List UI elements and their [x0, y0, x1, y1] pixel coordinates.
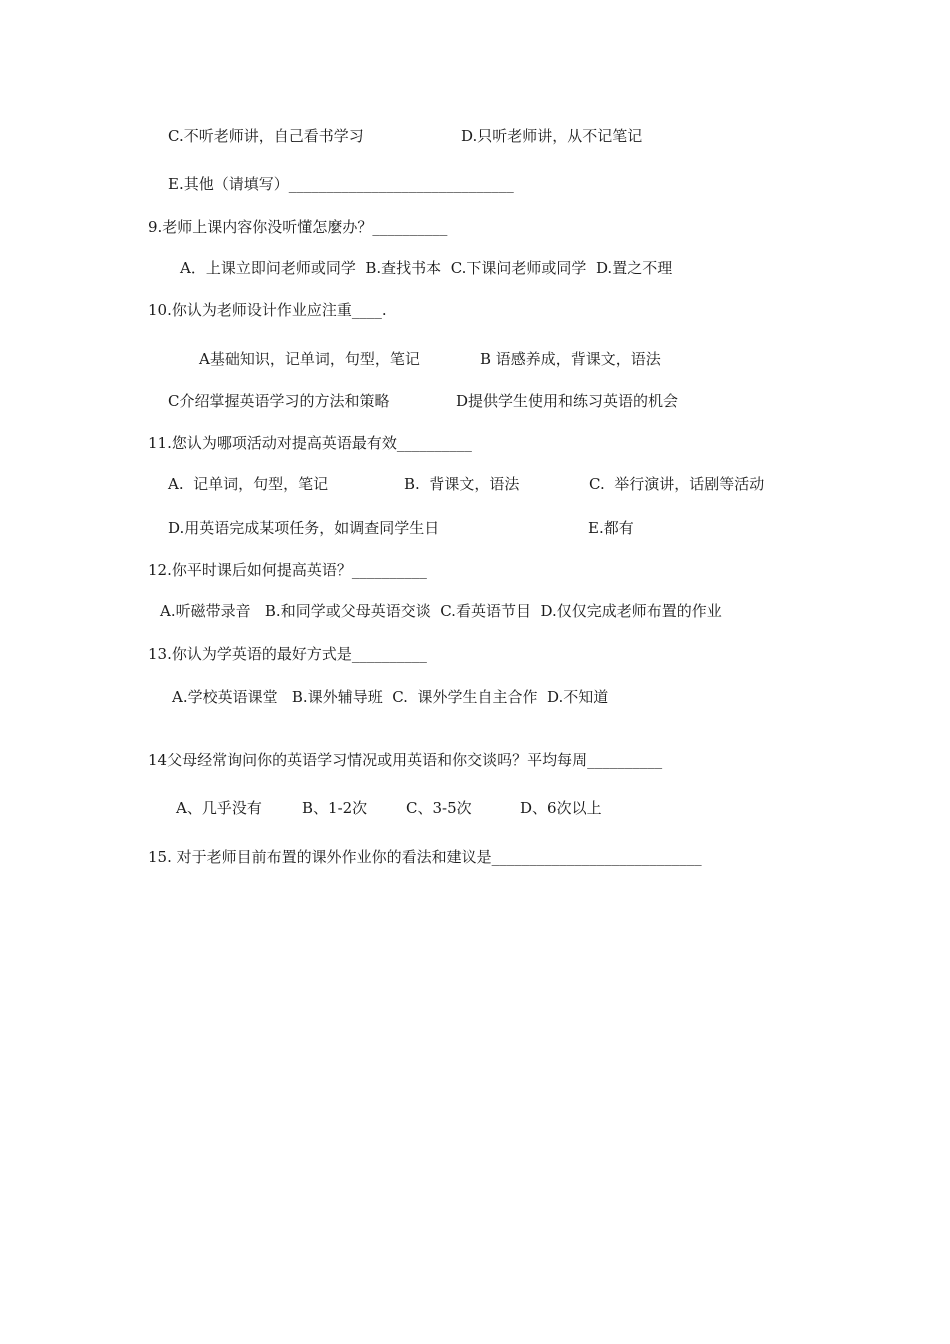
q11-option-a: A. 记单词，句型，笔记: [168, 475, 329, 493]
q11-option-c: C. 举行演讲，话剧等活动: [589, 475, 765, 493]
q9-question: 9.老师上课内容你没听懂怎麼办？__________: [148, 218, 448, 236]
q10-question: 10.你认为老师设计作业应注重____.: [148, 301, 387, 319]
q13-question: 13.你认为学英语的最好方式是__________: [148, 645, 427, 663]
q10-option-b: B 语感养成，背课文，语法: [480, 350, 661, 368]
q12-options: A.听磁带录音 B.和同学或父母英语交谈 C.看英语节目 D.仅仅完成老师布置的作业: [160, 602, 722, 620]
q15-question: 15. 对于老师目前布置的课外作业你的看法和建议是____________________________: [148, 848, 702, 866]
q13-options: A.学校英语课堂 B.课外辅导班 C. 课外学生自主合作 D.不知道: [172, 688, 609, 706]
q14-option-a: A、几乎没有: [176, 799, 262, 817]
q11-option-b: B. 背课文，语法: [404, 475, 520, 493]
q14-question: 14父母经常询问你的英语学习情况或用英语和你交谈吗？平均每周__________: [148, 751, 663, 769]
q14-option-c: C、3-5次: [406, 799, 472, 817]
q10-option-c: C介绍掌握英语学习的方法和策略: [168, 392, 390, 410]
q9-options: A．上课立即问老师或同学 B.查找书本 C.下课问老师或同学 D.置之不理: [180, 259, 673, 277]
q11-question: 11.您认为哪项活动对提高英语最有效__________: [148, 434, 472, 452]
q8-option-c: C.不听老师讲，自己看书学习: [168, 127, 364, 145]
q10-option-d: D提供学生使用和练习英语的机会: [456, 392, 679, 410]
q8-option-d: D.只听老师讲，从不记笔记: [461, 127, 643, 145]
q14-option-d: D、6次以上: [520, 799, 602, 817]
q12-question: 12.你平时课后如何提高英语？__________: [148, 561, 427, 579]
q8-option-e: E.其他（请填写）______________________________: [168, 175, 514, 193]
q11-option-d: D.用英语完成某项任务，如调查同学生日: [168, 519, 440, 537]
q10-option-a: A基础知识，记单词，句型，笔记: [199, 350, 420, 368]
q11-option-e: E.都有: [588, 519, 634, 537]
q14-option-b: B、1-2次: [302, 799, 368, 817]
